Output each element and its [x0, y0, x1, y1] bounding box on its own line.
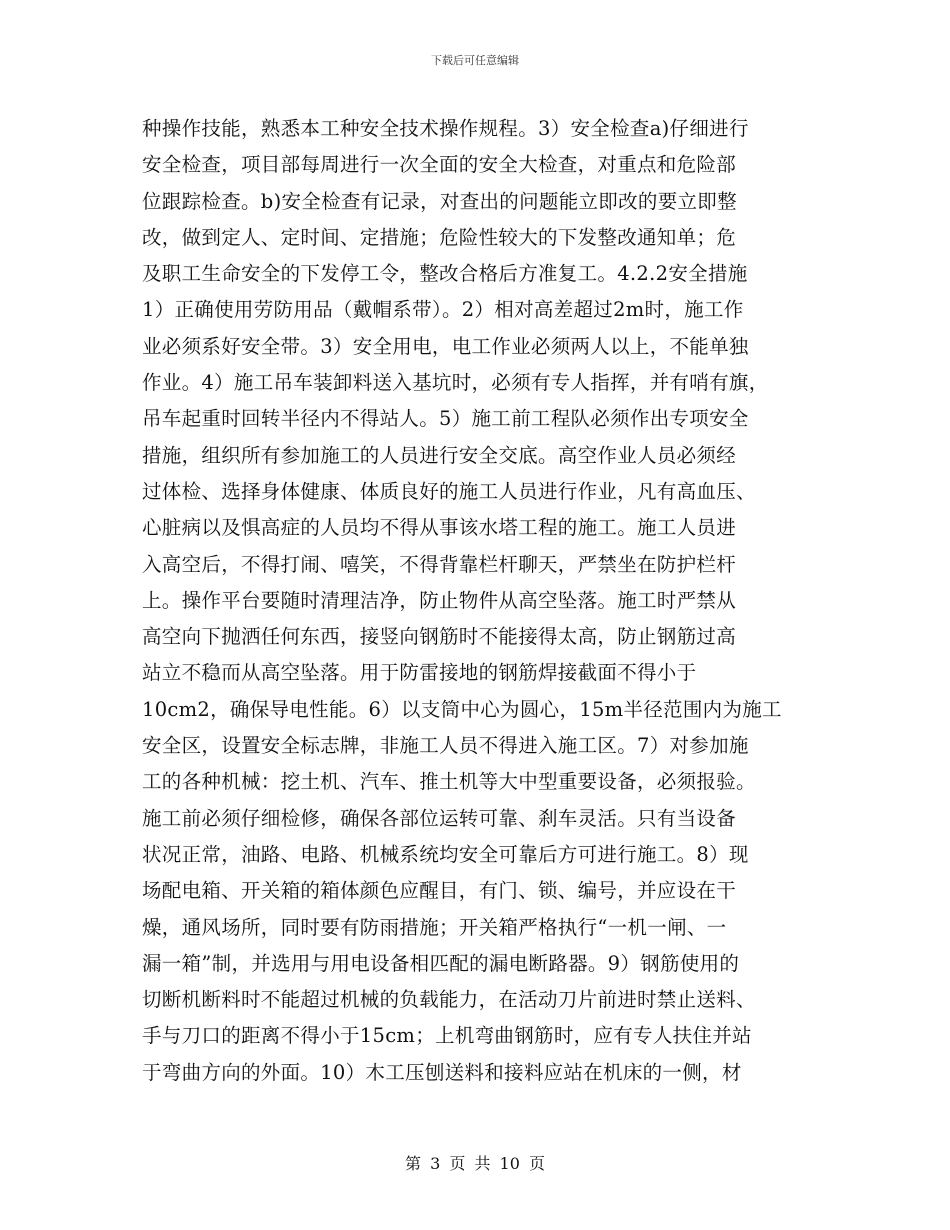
text-line: 吊车起重时回转半径内不得站人。5）施工前工程队必须作出专项安全	[142, 407, 749, 431]
text-line: 入高空后，不得打闹、嘻笑，不得背靠栏杆聊天，严禁坐在防护栏杆	[142, 552, 737, 576]
text-line: 及职工生命安全的下发停工令，整改合格后方准复工。4.2.2安全措施	[142, 262, 748, 286]
text-line: 作业。4）施工吊车装卸料送入基坑时，必须有专人指挥，并有哨有旗，	[142, 371, 769, 395]
text-line: 1）正确使用劳防用品（戴帽系带）。2）相对高差超过2m时，施工作	[142, 298, 744, 322]
text-line: 漏一箱”制，并选用与用电设备相匹配的漏电断路器。9）钢筋使用的	[142, 951, 740, 975]
text-line: 10cm2，确保导电性能。6）以支筒中心为圆心，15m半径范围内为施工	[142, 697, 782, 721]
text-line: 工的各种机械：挖土机、汽车、推土机等大中型重要设备，必须报验。	[142, 770, 756, 794]
text-line: 场配电箱、开关箱的箱体颜色应醒目，有门、锁、编号，并应设在干	[142, 879, 737, 903]
text-line: 安全检查，项目部每周进行一次全面的安全大检查，对重点和危险部	[142, 153, 737, 177]
text-line: 种操作技能，熟悉本工种安全技术操作规程。3）安全检查a)仔细进行	[142, 117, 749, 140]
text-line: 过体检、选择身体健康、体质良好的施工人员进行作业，凡有高血压、	[142, 479, 756, 503]
text-line: 业必须系好安全带。3）安全用电，电工作业必须两人以上，不能单独	[142, 334, 749, 358]
body-text	[142, 111, 822, 1091]
text-line: 于弯曲方向的外面。10）木工压刨送料和接料应站在机床的一侧，材	[142, 1060, 742, 1084]
text-line: 状况正常，油路、电路、机械系统均安全可靠后方可进行施工。8）现	[142, 842, 749, 866]
text-line: 高空向下抛洒任何东西，接竖向钢筋时不能接得太高，防止钢筋过高	[142, 625, 737, 649]
text-line: 上。操作平台要随时清理洁净，防止物件从高空坠落。施工时严禁从	[142, 588, 737, 612]
text-line: 安全区，设置安全标志牌，非施工人员不得进入施工区。7）对参加施	[142, 734, 749, 758]
text-line: 切断机断料时不能超过机械的负载能力，在活动刀片前进时禁止送料、	[142, 988, 756, 1012]
text-line: 燥，通风场所，同时要有防雨措施；开关箱严格执行“一机一闸、一	[142, 915, 727, 939]
page-header: 下载后可任意编辑	[431, 54, 519, 67]
text-line: 站立不稳而从高空坠落。用于防雷接地的钢筋焊接截面不得小于	[142, 661, 697, 685]
text-line: 改，做到定人、定时间、定措施；危险性较大的下发整改通知单；危	[142, 225, 737, 249]
page-number: 第 3 页 共 10 页	[405, 1154, 545, 1173]
text-line: 心脏病以及惧高症的人员均不得从事该水塔工程的施工。施工人员进	[142, 516, 737, 540]
text-line: 施工前必须仔细检修，确保各部位运转可靠、刹车灵活。只有当设备	[142, 806, 737, 830]
text-line: 措施，组织所有参加施工的人员进行安全交底。高空作业人员必须经	[142, 443, 737, 467]
text-line: 手与刀口的距离不得小于15cm；上机弯曲钢筋时，应有专人扶住并站	[142, 1024, 752, 1048]
text-line: 位跟踪检查。b)安全检查有记录，对查出的问题能立即改的要立即整	[142, 189, 737, 213]
